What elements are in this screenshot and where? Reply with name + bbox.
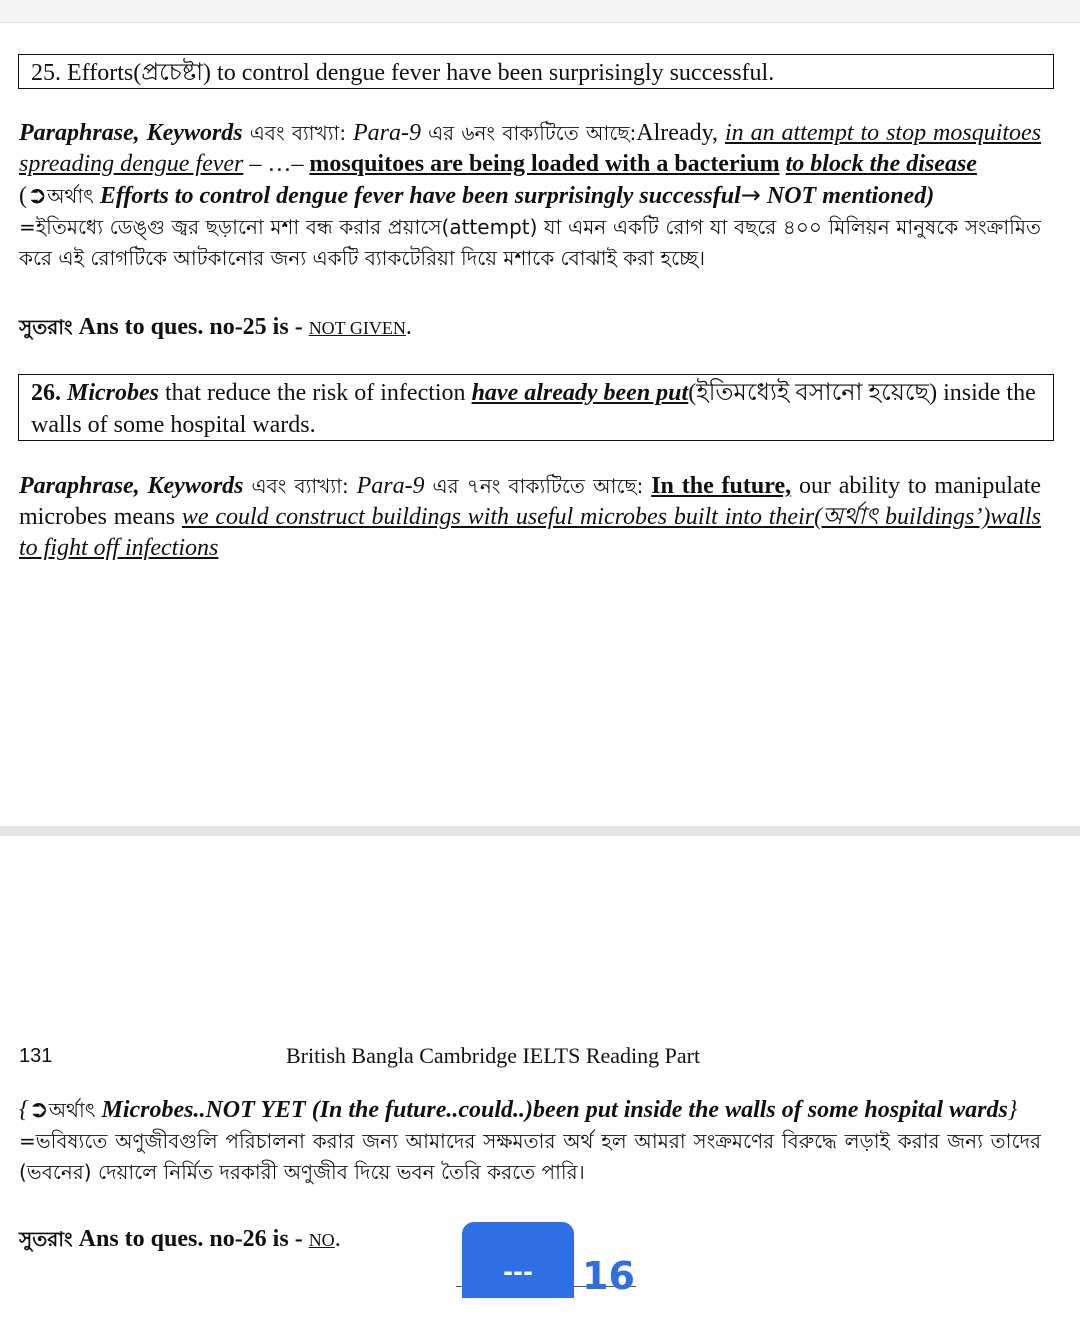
paraphrase-25-lead: Paraphrase, Keywords xyxy=(19,120,243,146)
paraphrase-26b-open: { xyxy=(19,1097,29,1123)
paraphrase-25-quote-3: – …– xyxy=(249,151,304,177)
page-number: 131 xyxy=(19,1045,53,1067)
answer-25-suffix: . xyxy=(405,314,412,340)
paraphrase-26b-close: } xyxy=(1007,1097,1018,1123)
question-26-text-1: that reduce the risk of infection xyxy=(165,380,466,406)
arrow-right-icon: ➲ xyxy=(28,1095,49,1123)
answer-26-prefix-bn: সুতরাং xyxy=(19,1227,73,1251)
page-indicator-button[interactable]: --- xyxy=(462,1222,574,1298)
paraphrase-25-note-open: ( xyxy=(19,183,27,209)
paraphrase-26b-explanation-bn: =ভবিষ্যতে অণুজীবগুলি পরিচালনা করার জন্য আমাদের সক্ষমতার অর্থ হল আমরা সংক্রমণের বিরুদ্ধে লড়াই করার জন্য তাদের (ভবনের) দেয়ালে নির্মিত দরকারী অণুজীব দিয়ে ভবন তৈরি করতে পারি। xyxy=(19,1129,1041,1184)
answer-26-label: Ans to ques. no-26 is - xyxy=(78,1226,303,1252)
paraphrase-25-note-line xyxy=(19,180,1041,212)
question-25-box xyxy=(18,54,1054,89)
page-total: 16 xyxy=(582,1254,635,1298)
paraphrase-25-ref-bn: এর ৬নং বাক্যটিতে আছে: xyxy=(427,121,637,145)
paraphrase-25-quote-2: in an attempt to stop mosquitoes spreading dengue fever xyxy=(19,120,1042,177)
paraphrase-25-note-verdict: NOT mentioned) xyxy=(766,183,935,209)
paraphrase-25-explanation-bn: =ইতিমধ্যে ডেঙ্গু জ্বর ছড়ানো মশা বন্ধ করার প্রয়াসে(attempt) যা এমন একটি রোগ যা বছরে ৪০০ মিলিয়ন মানুষকে সংক্রামিত করে এই রোগটিকে আটকানোর জন্য একটি ব্যাকটেরিয়া দিয়ে মশাকে বোঝাই করা হচ্ছে। xyxy=(19,215,1041,270)
question-25-text: Efforts(প্রচেষ্টা) to control dengue fever have been surprisingly successful. xyxy=(67,60,775,86)
answer-25 xyxy=(19,312,412,344)
answer-25-value: NOT GIVEN xyxy=(308,318,406,338)
paraphrase-25-note-text: Efforts to control dengue fever have been surprisingly successful xyxy=(99,183,741,209)
paraphrase-26-quote-1: In the future, xyxy=(651,473,792,499)
question-26-box xyxy=(18,374,1054,441)
paraphrase-26-continued xyxy=(19,1094,1041,1188)
paraphrase-25-quote-5: to block the disease xyxy=(785,151,977,177)
paraphrase-26 xyxy=(19,471,1041,564)
answer-26-value: NO xyxy=(308,1230,335,1250)
paraphrase-25-ref: Para-9 xyxy=(353,120,422,146)
paraphrase-25-quote-4: mosquitoes are being loaded with a bacterium xyxy=(309,151,780,177)
answer-26 xyxy=(19,1224,341,1256)
paraphrase-25-note-arrow: → xyxy=(740,181,761,209)
question-26-number: 26. xyxy=(31,380,61,406)
answer-26-suffix: . xyxy=(334,1226,341,1252)
paraphrase-25-note-bn: অর্থাৎ xyxy=(47,184,94,208)
question-26-text-2: have already been put xyxy=(471,380,689,406)
book-title: British Bangla Cambridge IELTS Reading Part xyxy=(286,1043,701,1068)
paraphrase-26-ref: Para-9 xyxy=(356,473,425,499)
question-25-number: 25. xyxy=(31,60,61,86)
question-26-subject: Microbes xyxy=(67,380,159,406)
viewer-top-bar xyxy=(0,0,1080,23)
paraphrase-25-quote-1: Already, xyxy=(636,120,719,146)
arrow-right-icon: ➲ xyxy=(27,181,48,209)
paraphrase-26-lead: Paraphrase, Keywords xyxy=(19,473,244,499)
page-separator xyxy=(0,826,1080,836)
paraphrase-26-quote-3: we could construct buildings with useful microbes built into their(অর্থাৎ buildings’)walls to fight off infections xyxy=(19,504,1041,561)
paraphrase-25-lead-bn: এবং ব্যাখ্যা: xyxy=(249,121,347,145)
paraphrase-26b-text: Microbes..NOT YET (In the future..could..)been put inside the walls of some hospital wards xyxy=(101,1097,1008,1123)
paraphrase-26-lead-bn: এবং ব্যাখ্যা: xyxy=(251,474,349,498)
paraphrase-26b-note-bn: অর্থাৎ xyxy=(48,1098,96,1122)
question-26-text-3: (ইতিমধ্যেই বসানো হয়েছে) inside the walls of some hospital wards. xyxy=(31,380,1036,438)
paraphrase-26-quote-2: our ability to manipulate microbes means xyxy=(19,473,1042,530)
answer-25-label: Ans to ques. no-25 is - xyxy=(78,314,303,340)
paraphrase-25 xyxy=(19,118,1041,274)
answer-25-prefix-bn: সুতরাং xyxy=(19,315,73,339)
paraphrase-26-ref-bn: এর ৭নং বাক্যটিতে আছে: xyxy=(432,474,644,498)
